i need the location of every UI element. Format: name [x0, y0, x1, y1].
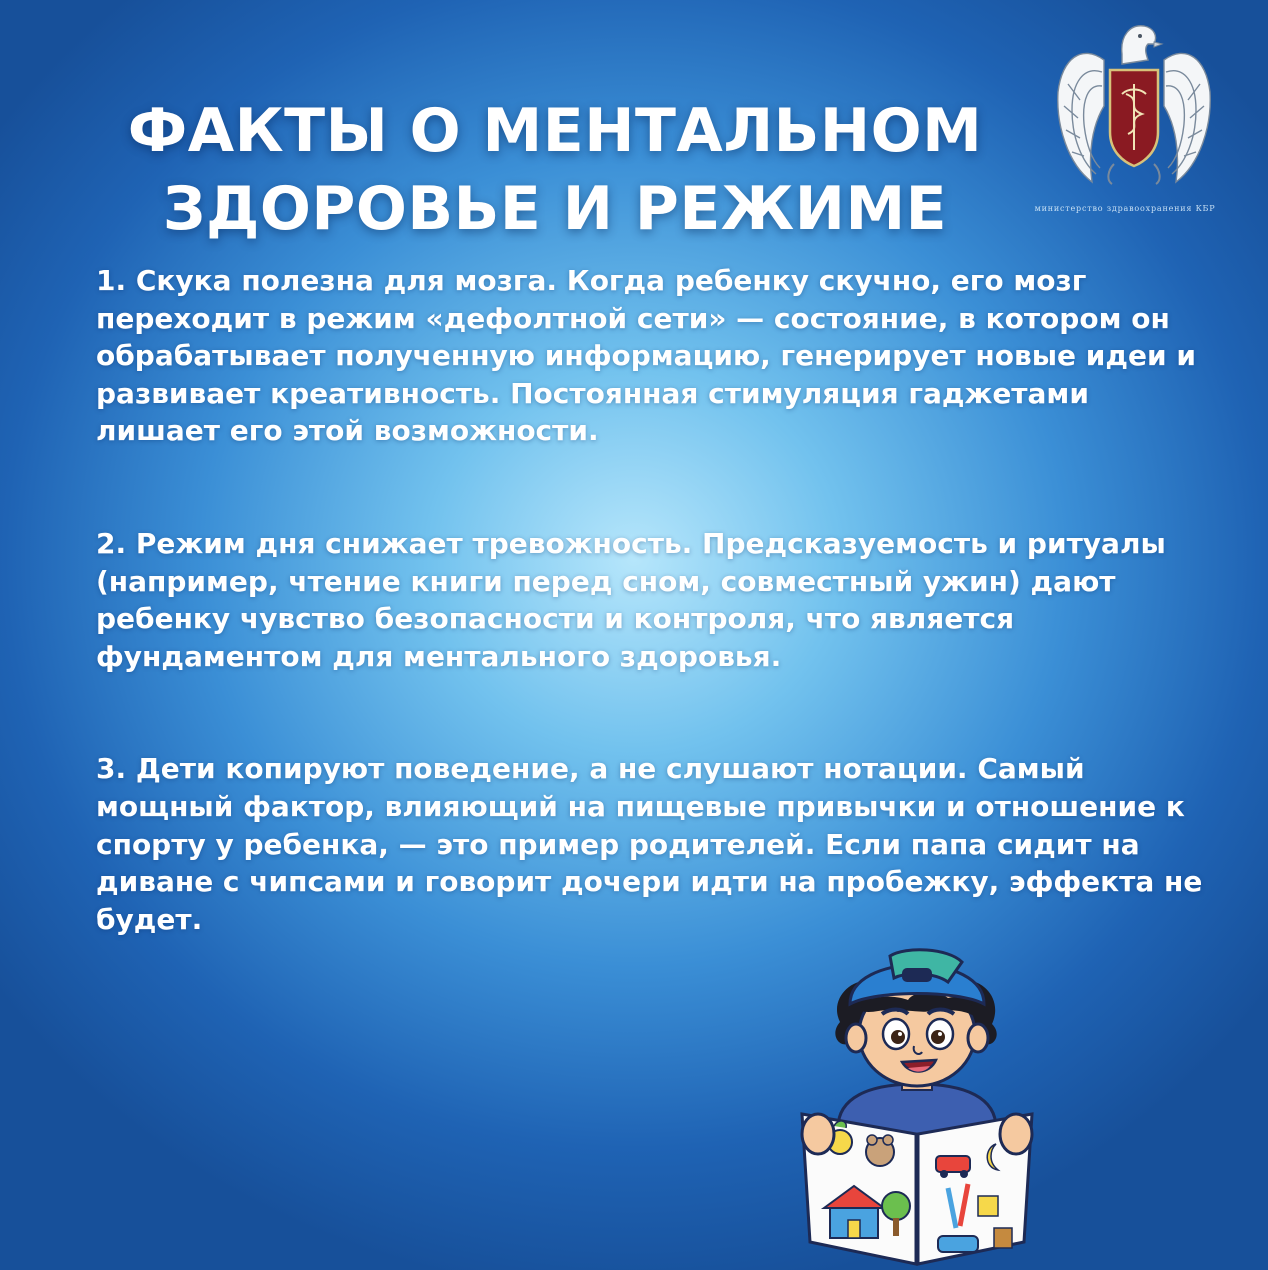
title-line-1: ФАКТЫ О МЕНТАЛЬНОМ [127, 96, 983, 167]
fact-item-2: 2. Режим дня снижает тревожность. Предсказуемость и ритуалы (например, чтение книги перед сном, совместный ужин) дают ребенку чувство безопасности и контроля, что является фундаментом для ментального здоровья. [96, 526, 1166, 673]
facts-list [96, 262, 1206, 938]
title-line-2: ЗДОРОВЬЕ И РЕЖИМЕ [162, 174, 948, 245]
boy-reading-book-icon [798, 938, 1036, 1268]
eagle-emblem-icon [1052, 14, 1216, 192]
fact-item-1: 1. Скука полезна для мозга. Когда ребенку скучно, его мозг переходит в режим «дефолтной сети» — состояние, в котором он обрабатывает полученную информацию, генерирует новые идеи и развивает креативность. Постоянная стимуляция гаджетами лишает его этой возможности. [96, 264, 1196, 448]
page-title [40, 92, 1070, 248]
fact-item-3: 3. Дети копируют поведение, а не слушают нотации. Самый мощный фактор, влияющий на пищевые привычки и отношение к спорту у ребенка, — это пример родителей. Если папа сидит на диване с чипсами и говорит дочери идти на пробежку, эффекта не будет. [96, 752, 1203, 936]
ministry-caption: министерство здравоохранения КБР [1034, 204, 1216, 213]
